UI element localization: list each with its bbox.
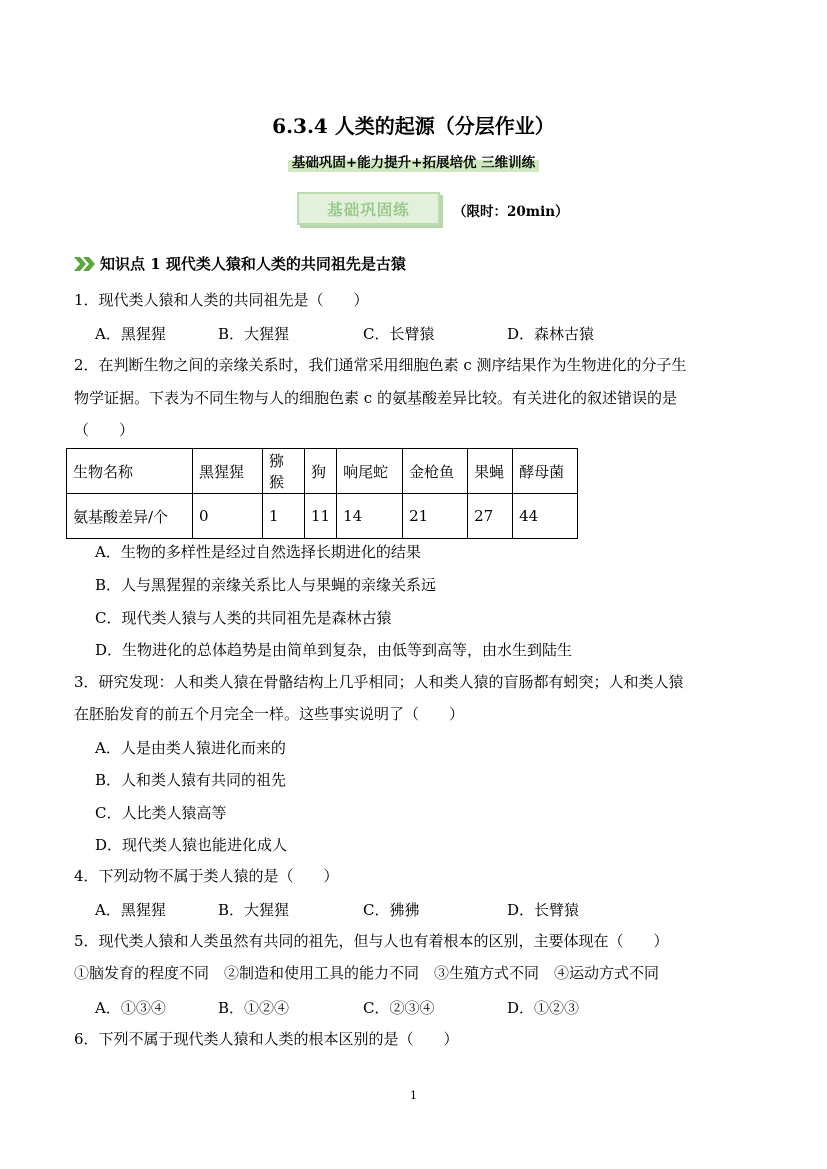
q5-option-c: C．②③④ bbox=[363, 999, 435, 1017]
table-cell: 1 bbox=[263, 494, 305, 539]
table-cell: 响尾蛇 bbox=[337, 449, 403, 494]
q5-option-d: D．①②③ bbox=[507, 999, 580, 1017]
question-5-items: ①脑发育的程度不同 ②制造和使用工具的能力不同 ③生殖方式不同 ④运动方式不同 bbox=[74, 964, 660, 982]
table-cell: 11 bbox=[305, 494, 337, 539]
q4-option-a: A．黑猩猩 bbox=[95, 901, 166, 919]
q3-option-b: B．人和类人猿有共同的祖先 bbox=[95, 771, 287, 789]
q4-option-c: C．狒狒 bbox=[363, 901, 420, 919]
section-label: 知识点 1 现代类人猿和人类的共同祖先是古猿 bbox=[100, 255, 406, 273]
question-4: 4．下列动物不属于类人猿的是（ ） bbox=[74, 867, 339, 885]
table-cell: 0 bbox=[193, 494, 263, 539]
question-3-line-2: 在胚胎发育的前五个月完全一样。这些事实说明了（ ） bbox=[74, 705, 465, 723]
q1-option-a: A．黑猩猩 bbox=[95, 325, 166, 343]
table-cell: 44 bbox=[513, 494, 578, 539]
table-cell: 14 bbox=[337, 494, 403, 539]
table-cell: 狗 bbox=[305, 449, 337, 494]
table-cell: 酵母菌 bbox=[513, 449, 578, 494]
double-chevron-icon bbox=[74, 257, 96, 271]
q4-option-b: B．大猩猩 bbox=[218, 901, 290, 919]
table-cell: 生物名称 bbox=[67, 449, 193, 494]
q4-option-d: D．长臂猿 bbox=[507, 901, 580, 919]
table-cell: 27 bbox=[468, 494, 513, 539]
q1-option-d: D．森林古猿 bbox=[507, 325, 595, 343]
table-header-row bbox=[67, 449, 578, 494]
question-5: 5．现代类人猿和人类虽然有共同的祖先，但与人也有着根本的区别，主要体现在（ ） bbox=[74, 932, 669, 950]
question-1: 1．现代类人猿和人类的共同祖先是（ ） bbox=[74, 291, 369, 309]
q2-option-c: C．现代类人猿与人类的共同祖先是森林古猿 bbox=[95, 609, 392, 627]
question-3-line-1: 3．研究发现：人和类人猿在骨骼结构上几乎相同；人和类人猿的盲肠都有蚓突；人和类人猿 bbox=[74, 673, 684, 691]
question-6: 6．下列不属于现代类人猿和人类的根本区别的是（ ） bbox=[74, 1030, 459, 1048]
time-limit: （限时：20min） bbox=[453, 204, 569, 220]
level-badge: 基础巩固练 bbox=[297, 192, 440, 225]
question-2-line-2: 物学证据。下表为不同生物与人的细胞色素 c 的氨基酸差异比较。有关进化的叙述错误的是 bbox=[74, 389, 677, 407]
table-cell: 氨基酸差异/个 bbox=[67, 494, 193, 539]
q5-option-a: A．①③④ bbox=[95, 999, 166, 1017]
table-cell: 猕猴 bbox=[263, 449, 305, 494]
q1-option-c: C．长臂猿 bbox=[363, 325, 435, 343]
q1-option-b: B．大猩猩 bbox=[218, 325, 290, 343]
q3-option-d: D．现代类人猿也能进化成人 bbox=[95, 836, 288, 854]
q2-option-b: B．人与黑猩猩的亲缘关系比人与果蝇的亲缘关系远 bbox=[95, 576, 437, 594]
amino-acid-table bbox=[66, 448, 578, 539]
subtitle-container bbox=[0, 150, 827, 172]
table-cell: 黑猩猩 bbox=[193, 449, 263, 494]
q5-option-b: B．①②④ bbox=[218, 999, 290, 1017]
table-cell: 果蝇 bbox=[468, 449, 513, 494]
table-cell: 21 bbox=[403, 494, 468, 539]
question-2-line-3: （ ） bbox=[74, 421, 135, 439]
table-cell: 金枪鱼 bbox=[403, 449, 468, 494]
q2-option-a: A．生物的多样性是经过自然选择长期进化的结果 bbox=[95, 543, 421, 561]
question-2-line-1: 2．在判断生物之间的亲缘关系时，我们通常采用细胞色素 c 测序结果作为生物进化的分子生 bbox=[74, 356, 687, 374]
table-row bbox=[67, 494, 578, 539]
section-heading bbox=[74, 253, 406, 274]
page-title: 6.3.4 人类的起源（分层作业） bbox=[272, 114, 555, 138]
q3-option-a: A．人是由类人猿进化而来的 bbox=[95, 739, 286, 757]
page-number: 1 bbox=[410, 1089, 417, 1102]
q3-option-c: C．人比类人猿高等 bbox=[95, 804, 227, 822]
q2-option-d: D．生物进化的总体趋势是由简单到复杂，由低等到高等，由水生到陆生 bbox=[95, 641, 573, 659]
page-subtitle: 基础巩固+能力提升+拓展培优 三维训练 bbox=[288, 150, 539, 172]
